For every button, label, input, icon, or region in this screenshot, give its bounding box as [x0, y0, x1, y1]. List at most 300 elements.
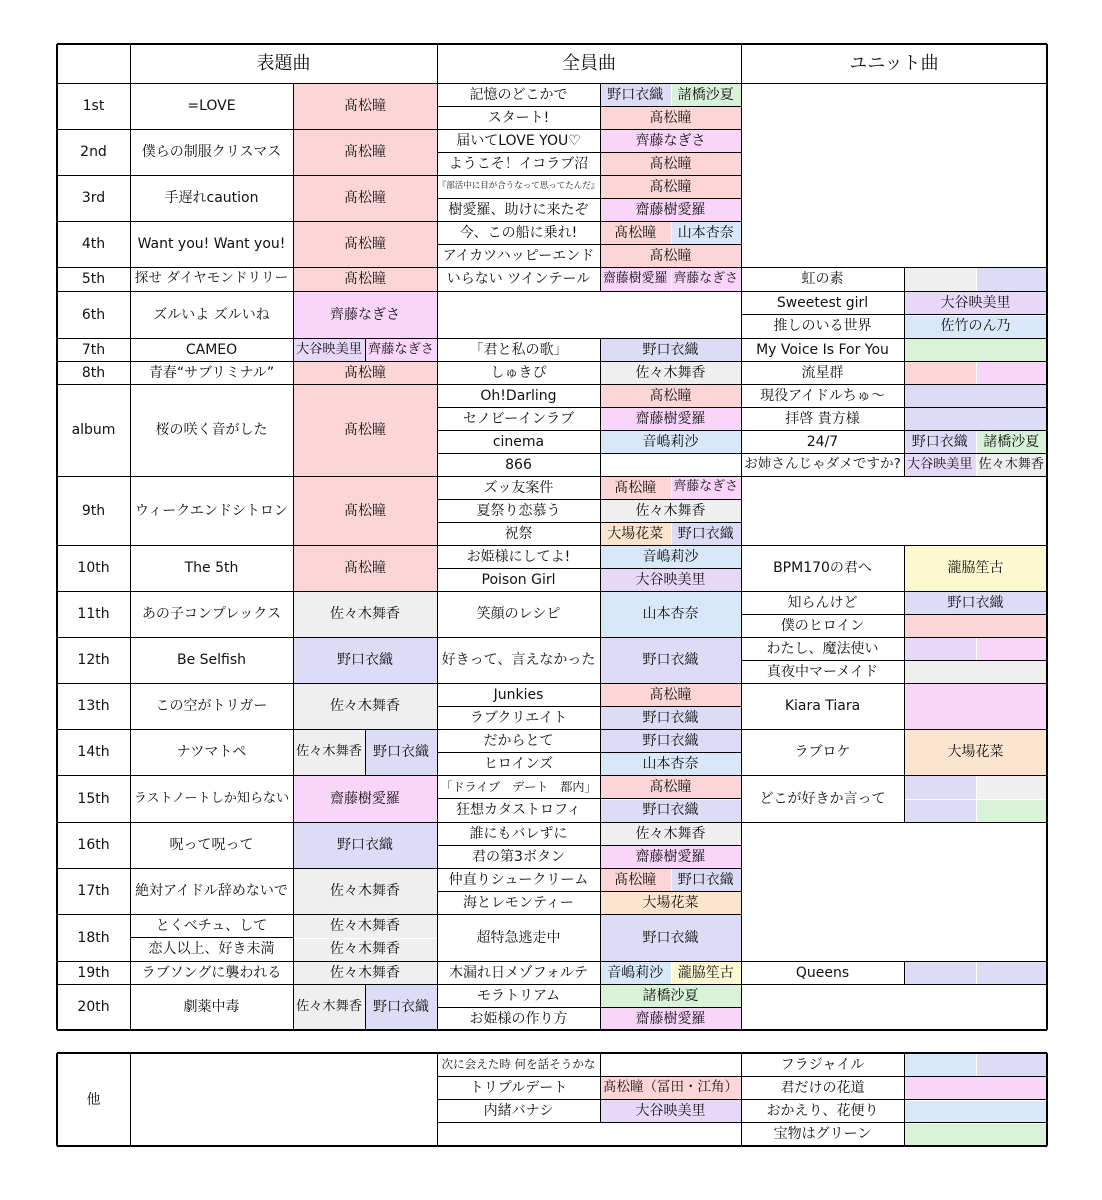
center-member: 音嶋莉沙 [642, 548, 699, 565]
center-member: 齊藤なぎさ [673, 479, 738, 495]
grid-line [600, 775, 601, 822]
grid-line [437, 1007, 741, 1008]
all-member-song-title: 『部活中に目が合うなって思ってたんだ』 [437, 181, 600, 192]
release-label: 18th [77, 929, 110, 946]
grid-line [437, 198, 741, 199]
center-member: 佐々木舞香 [330, 941, 400, 958]
center-member: 髙松瞳 [344, 144, 386, 160]
title-song-name: 桜の咲く音がした [155, 422, 268, 438]
center-member: 野口衣織 [677, 525, 734, 542]
grid-line [600, 545, 601, 591]
grid-line [600, 175, 601, 221]
title-song-name: The 5th [184, 560, 239, 576]
grid-line [741, 361, 1047, 362]
center-member: 髙松瞳 [649, 247, 692, 264]
all-member-song-title: だからとて [483, 732, 554, 749]
grid-line [741, 407, 1047, 408]
unit-song-title: 拝啓 貴方様 [785, 410, 860, 427]
cell-fill [977, 638, 1048, 660]
grid-line [600, 984, 601, 1030]
grid-line [600, 83, 601, 129]
all-member-song-title: 狂想カタストロフィ [456, 802, 581, 819]
all-member-song-title: 次に会えた時 何を話そうかな [441, 1056, 596, 1071]
center-member: 佐々木舞香 [330, 606, 400, 622]
grid-line [437, 568, 741, 569]
center-member: 髙松瞳 [649, 109, 692, 126]
grid-line [904, 591, 905, 637]
grid-line [741, 545, 1047, 546]
grid-line [741, 683, 1047, 684]
grid-line [437, 430, 741, 431]
center-member: 髙松瞳（冨田・江角） [603, 1078, 738, 1095]
grid-line [600, 361, 601, 384]
grid-line [600, 129, 601, 175]
grid-line [1046, 44, 1048, 1030]
center-member: 山本杏奈 [642, 755, 699, 772]
all-member-song-title: 樹愛羅、助けに来たぞ [448, 201, 589, 218]
unit-song-header: ユニット曲 [849, 52, 939, 74]
unit-song-title: Sweetest girl [776, 294, 869, 311]
grid-line [437, 1053, 438, 1146]
center-member: 野口衣織 [373, 999, 429, 1015]
grid-line [741, 384, 1047, 385]
grid-line [741, 338, 1047, 339]
unit-song-title: 現役アイドルちゅ〜 [760, 387, 885, 404]
release-label: 6th [81, 306, 106, 323]
all-member-song-title: 木漏れ日メゾフォルテ [449, 964, 588, 981]
title-song-name: 劇薬中毒 [183, 999, 240, 1015]
center-member: 齋藤樹愛羅 [635, 848, 706, 865]
cell-fill [977, 1054, 1048, 1076]
cell-fill [905, 776, 976, 799]
center-member: 野口衣織 [947, 594, 1004, 611]
unit-song-title: 知らんけど [787, 594, 858, 611]
cell-fill [905, 408, 1047, 430]
release-label: 11th [77, 606, 110, 622]
center-member: 大場花菜 [607, 525, 664, 542]
all-member-song-title: Junkies [493, 686, 544, 703]
cell-fill [905, 661, 1047, 683]
all-member-song-title: 今、この船に乗れ! [459, 224, 578, 241]
grid-line [600, 729, 601, 775]
center-member: 大谷映美里 [907, 456, 973, 472]
unit-song-title: 真夜中マーメイド [766, 663, 879, 680]
center-member: 大谷映美里 [940, 294, 1011, 311]
all-member-song-title: モラトリアム [476, 987, 561, 1004]
all-member-song-title: トリプルデート [469, 1079, 568, 1096]
cell-fill [905, 800, 976, 823]
all-member-song-title: 好きって、言えなかった [441, 652, 596, 668]
grid-line [600, 961, 601, 984]
grid-line [600, 267, 601, 291]
grid-line [741, 476, 1047, 477]
release-label: 13th [77, 698, 110, 714]
other-label: 他 [86, 1091, 101, 1108]
release-label: 19th [77, 964, 110, 981]
unit-song-title: わたし、魔法使い [766, 640, 879, 657]
grid-line [904, 637, 905, 683]
release-label: 17th [77, 883, 110, 899]
grid-line [437, 152, 741, 153]
all-member-song-title: 笑顔のレシピ [476, 606, 561, 622]
grid-line [437, 798, 741, 799]
center-member: 髙松瞳 [649, 178, 692, 195]
all-member-song-title: ズッ友案件 [483, 479, 554, 496]
grid-line [437, 752, 741, 753]
unit-song-title: お姉さんじゃダメですか? [744, 455, 901, 472]
center-member: 佐々木舞香 [978, 456, 1044, 472]
center-member: 髙松瞳 [649, 686, 692, 703]
grid-line [600, 683, 601, 729]
grid-line [600, 221, 601, 267]
grid-line [741, 44, 742, 1030]
unit-song-title: 虹の素 [801, 271, 844, 287]
all-member-song-title: 超特急逃走中 [476, 929, 561, 946]
grid-line [904, 291, 905, 338]
all-member-song-title: Oh!Darling [480, 387, 557, 404]
grid-line [904, 775, 905, 822]
release-label: 14th [77, 744, 110, 760]
center-member: 髙松瞳 [344, 98, 386, 114]
center-member: 佐々木舞香 [635, 825, 706, 842]
center-member: 齋藤樹愛羅 [635, 201, 706, 218]
center-member: 髙松瞳 [344, 236, 386, 252]
center-member: 諸橋沙夏 [983, 433, 1040, 450]
center-member: 野口衣織 [607, 86, 664, 103]
all-member-song-title: ヒロインズ [483, 755, 554, 772]
grid-line [741, 1099, 1047, 1100]
release-label: 16th [77, 837, 110, 853]
grid-line [741, 1122, 1047, 1123]
all-member-song-title: 海とレモンティー [463, 894, 574, 911]
all-member-song-title: 君の第3ボタン [472, 848, 565, 865]
grid-line [600, 637, 601, 683]
release-label: 10th [77, 560, 110, 576]
unit-song-title: 24/7 [806, 433, 839, 450]
grid-line [600, 914, 601, 961]
center-member: 齊藤なぎさ [330, 306, 400, 323]
grid-line [741, 984, 1047, 985]
unit-song-title: BPM170の君へ [773, 560, 872, 576]
center-member: 野口衣織 [373, 744, 429, 760]
title-song-name: 青春“サブリミナル” [148, 364, 275, 381]
title-song-name: 僕らの制服クリスマス [141, 144, 282, 160]
center-member: 髙松瞳 [614, 479, 657, 496]
grid-line [600, 868, 601, 914]
all-member-song-title: いらない ツインテール [446, 271, 591, 287]
release-label: 15th [77, 790, 110, 807]
grid-line [600, 591, 601, 637]
grid-line [437, 244, 741, 245]
grid-line [57, 1029, 1047, 1031]
center-member: 野口衣織 [642, 709, 699, 726]
grid-line [741, 637, 1047, 638]
cell-fill [905, 385, 1047, 407]
release-label: 8th [81, 364, 106, 381]
cell-fill [905, 615, 1047, 637]
unit-song-title: Queens [795, 964, 850, 981]
center-member: 音嶋莉沙 [642, 433, 699, 450]
center-member: 野口衣織 [642, 341, 699, 358]
cell-fill [905, 1101, 1047, 1123]
cell-fill [905, 339, 1047, 361]
cell-fill [905, 638, 976, 660]
all-member-song-title: cinema [492, 433, 545, 450]
center-member: 野口衣織 [642, 802, 699, 819]
center-member: 髙松瞳 [344, 364, 386, 381]
all-member-song-title: ようこそ！イコラブ沼 [448, 155, 589, 172]
all-member-song-title: Poison Girl [481, 571, 556, 588]
all-member-song-title: 仲直りシュークリーム [448, 871, 589, 888]
grid-line [741, 660, 1047, 661]
center-member: 野口衣織 [642, 929, 699, 946]
grid-line [741, 1076, 1047, 1077]
all-member-song-title: ラブクリエイト [469, 709, 568, 726]
cell-fill [977, 776, 1048, 799]
center-member: 髙松瞳 [344, 271, 386, 287]
center-member: 髙松瞳 [344, 560, 386, 576]
cell-fill [905, 1077, 1047, 1099]
cell-fill [905, 962, 976, 984]
grid-line [904, 545, 905, 591]
center-member: 齊藤なぎさ [635, 132, 706, 149]
unit-song-title: 宝物はグリーン [773, 1126, 872, 1143]
all-member-song-title: 内緒バナシ [483, 1102, 554, 1119]
grid-line [57, 1145, 1047, 1147]
grid-line [741, 267, 1047, 268]
all-member-song-header: 全員曲 [562, 52, 616, 74]
grid-line [600, 384, 601, 476]
unit-song-title: Kiara Tiara [784, 698, 861, 714]
center-member: 齋藤樹愛羅 [635, 410, 706, 427]
all-member-song-title: スタート! [487, 109, 550, 126]
grid-line [57, 43, 1047, 45]
grid-line [904, 683, 905, 729]
all-member-song-title: 866 [505, 456, 532, 473]
center-member: 髙松瞳 [344, 502, 386, 519]
grid-line [741, 729, 1047, 730]
title-song-name: Be Selfish [176, 652, 247, 668]
cell-fill [977, 362, 1048, 384]
grid-line [741, 822, 1047, 823]
center-member: 齋藤樹愛羅 [330, 790, 400, 807]
grid-line [437, 1099, 741, 1100]
center-member: 佐々木舞香 [296, 744, 362, 760]
grid-line [56, 44, 58, 1030]
grid-line [904, 961, 905, 984]
title-song-name: 呪って呪って [169, 837, 254, 853]
unit-song-title: おかえり、花便り [766, 1103, 879, 1120]
center-member: 山本杏奈 [677, 224, 734, 241]
grid-line [600, 1053, 601, 1122]
grid-line [437, 453, 741, 454]
all-member-song-title: 祝祭 [504, 525, 533, 542]
grid-line [437, 499, 741, 500]
all-member-song-title: しゅきぴ [490, 364, 547, 381]
title-song-name: CAMEO [185, 341, 238, 358]
unit-song-title: 君だけの花道 [780, 1079, 865, 1096]
grid-line [365, 338, 366, 361]
center-member: 大谷映美里 [635, 571, 706, 588]
cell-fill [905, 268, 976, 291]
center-member: 佐々木舞香 [635, 364, 706, 381]
grid-line [1046, 1053, 1048, 1146]
grid-line [57, 83, 1047, 84]
center-member: 諸橋沙夏 [642, 987, 699, 1004]
grid-line [904, 1053, 905, 1146]
grid-line [600, 822, 601, 868]
all-member-song-title: 「ドライブ デート 都内」 [440, 779, 597, 794]
grid-line [904, 384, 905, 476]
title-song-name: =LOVE [187, 98, 236, 114]
grid-line [437, 44, 438, 1030]
title-song-name: Want you! Want you! [137, 236, 286, 252]
release-label: 1st [82, 98, 105, 114]
center-member: 野口衣織 [642, 732, 699, 749]
center-member: 齊藤なぎさ [673, 270, 738, 286]
grid-line [293, 83, 294, 1030]
grid-line [741, 775, 1047, 776]
grid-line [437, 407, 741, 408]
grid-line [741, 430, 1047, 431]
all-member-song-title: 記憶のどこかで [469, 86, 568, 103]
grid-line [904, 729, 905, 775]
center-member: 野口衣織 [642, 652, 699, 668]
center-member: 齊藤なぎさ [368, 341, 434, 357]
grid-line [437, 522, 741, 523]
title-song-name: 絶対アイドル辞めないで [135, 883, 288, 899]
all-member-song-title: セノビーインラブ [462, 410, 575, 427]
center-member: 髙松瞳 [344, 190, 386, 206]
center-member: 髙松瞳 [649, 778, 692, 795]
grid-line [600, 338, 601, 361]
grid-line [741, 291, 1047, 292]
center-member: 野口衣織 [337, 837, 393, 853]
center-member: 瀧脇笙古 [947, 560, 1004, 576]
all-member-song-title: 「君と私の歌」 [469, 341, 568, 358]
title-song-name: 恋人以上、好き未満 [148, 941, 275, 958]
title-song-header: 表題曲 [256, 52, 311, 74]
grid-line [365, 729, 366, 775]
release-label: 9th [81, 502, 106, 519]
title-song-name: ナツマトペ [176, 744, 247, 760]
all-member-song-title: お姫様の作り方 [469, 1010, 568, 1027]
cell-fill [977, 800, 1048, 823]
center-member: 佐々木舞香 [330, 964, 400, 981]
center-member: 佐々木舞香 [330, 883, 400, 899]
grid-line [904, 338, 905, 361]
release-label: 20th [77, 999, 110, 1015]
grid-line [437, 891, 741, 892]
all-member-song-title: お姫様にしてよ! [466, 548, 571, 565]
unit-song-title: 推しのいる世界 [773, 318, 872, 335]
center-member: 野口衣織 [911, 433, 968, 450]
center-member: 野口衣織 [677, 871, 734, 888]
center-member: 髙松瞳 [614, 871, 657, 888]
grid-line [741, 591, 1047, 592]
center-member: 山本杏奈 [642, 606, 699, 622]
center-member: 大場花菜 [947, 744, 1004, 760]
center-member: 野口衣織 [337, 652, 393, 668]
center-member: 佐々木舞香 [635, 502, 706, 519]
center-member: 齋藤樹愛羅 [603, 270, 668, 286]
release-label: 3rd [81, 190, 106, 206]
center-member: 諸橋沙夏 [677, 86, 734, 103]
title-song-name: ズルいよ ズルいね [153, 306, 270, 323]
grid-line [57, 1052, 1047, 1054]
grid-line [600, 476, 601, 545]
grid-line [741, 314, 1047, 315]
grid-line [741, 453, 1047, 454]
center-member: 佐々木舞香 [330, 698, 400, 714]
title-song-name: この空がトリガー [155, 698, 268, 714]
title-song-name: ウィークエンドシトロン [135, 502, 288, 519]
grid-line [741, 614, 1047, 615]
grid-line [437, 1076, 741, 1077]
grid-line [130, 44, 131, 1030]
release-label: 7th [81, 341, 106, 358]
all-member-song-title: 誰にもバレずに [469, 825, 568, 842]
center-member: 髙松瞳 [649, 155, 692, 172]
cell-fill [905, 684, 1047, 729]
cell-fill [905, 362, 976, 384]
all-member-song-title: 夏祭り恋慕う [476, 502, 561, 519]
center-member: 佐竹のん乃 [940, 318, 1011, 335]
center-member: 髙松瞳 [614, 224, 657, 241]
center-member: 齋藤樹愛羅 [635, 1010, 706, 1027]
grid-line [904, 361, 905, 384]
all-member-song-title: アイカツハッピーエンド [442, 247, 595, 264]
center-member: 大谷映美里 [635, 1102, 706, 1119]
cell-fill [977, 268, 1048, 291]
unit-song-title: フラジャイル [780, 1056, 865, 1073]
title-song-name: 探せ ダイヤモンドリリー [134, 270, 289, 287]
center-member: 髙松瞳 [649, 387, 692, 404]
unit-song-title: ラブロケ [794, 744, 851, 760]
title-song-name: とくべチュ、して [155, 917, 268, 934]
unit-song-title: 流星群 [801, 364, 844, 381]
release-label: 5th [81, 271, 106, 287]
grid-line [130, 1053, 131, 1146]
title-song-name: ラブソングに襲われる [141, 964, 282, 981]
center-member: 音嶋莉沙 [607, 964, 664, 981]
grid-line [365, 984, 366, 1030]
title-song-name: ラストノートしか知らない [133, 790, 290, 806]
center-member: 佐々木舞香 [330, 917, 400, 934]
title-song-name: あの子コンプレックス [141, 606, 282, 622]
cell-fill [977, 962, 1048, 984]
grid-line [437, 845, 741, 846]
grid-line [437, 106, 741, 107]
title-song-name: 手遅れcaution [164, 190, 259, 206]
unit-song-title: どこが好きか言って [759, 790, 886, 807]
cell-fill [905, 1124, 1047, 1146]
release-label: 12th [77, 652, 110, 668]
center-member: 佐々木舞香 [296, 999, 362, 1015]
release-label: album [71, 422, 116, 438]
center-member: 瀧脇笙古 [677, 964, 734, 981]
release-label: 4th [81, 236, 106, 252]
grid-line [741, 961, 1047, 962]
all-member-song-title: 届いてLOVE YOU♡ [456, 132, 581, 149]
grid-line [904, 267, 905, 291]
cell-fill [905, 1054, 976, 1076]
center-member: 大谷映美里 [296, 341, 362, 357]
release-label: 2nd [80, 144, 107, 160]
unit-song-title: 僕のヒロイン [780, 617, 865, 634]
grid-line [741, 1053, 742, 1146]
unit-song-title: My Voice Is For You [756, 341, 889, 358]
